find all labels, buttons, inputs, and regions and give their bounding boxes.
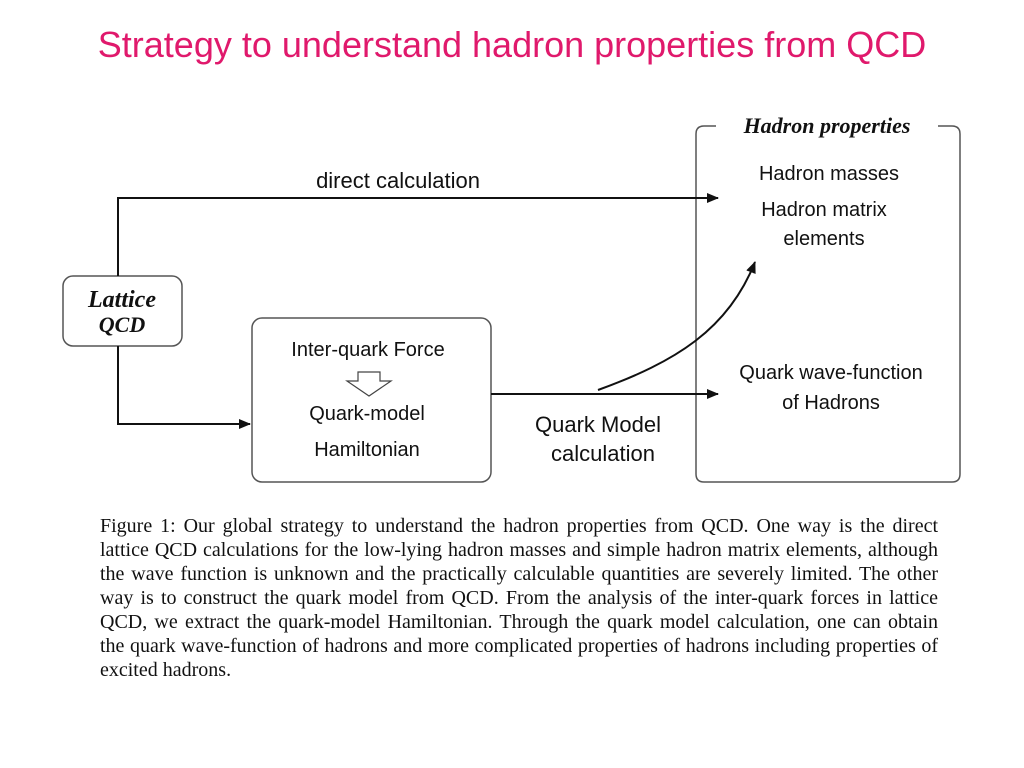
quark-model-calculation-label-line1: Quark Model <box>535 412 661 437</box>
lattice-qcd-box <box>63 276 182 346</box>
quark-model-box <box>252 318 491 482</box>
hadron-matrix-label-line2: elements <box>783 228 865 250</box>
direct-calculation-arrow <box>118 168 718 276</box>
hadron-masses-label: Hadron masses <box>758 163 900 185</box>
lattice-to-model-arrow <box>118 346 250 424</box>
slide-title: Strategy to understand hadron properties from QCD <box>97 24 927 65</box>
figure-caption <box>100 514 938 682</box>
hadron-matrix-label-line1: Hadron matrix <box>761 199 887 221</box>
quark-model-calculation-arrow <box>491 262 755 466</box>
direct-calculation-label: direct calculation <box>316 168 480 193</box>
qcd-label: QCD <box>98 312 146 337</box>
figure-label: Figure 1: <box>100 515 176 537</box>
hamiltonian-label: Hamiltonian <box>314 439 420 461</box>
quark-wave-function-label-line1: Quark wave-function <box>739 362 923 384</box>
lattice-label: Lattice <box>88 287 156 313</box>
quark-model-label: Quark-model <box>309 403 425 425</box>
figure-caption-text: Our global strategy to understand the hadron properties from QCD. One way is the direct lattice QCD calculations for the low-lying hadron masses and simple hadron matrix elements, although the wave function is unknown and the practically calculable quantities are severely limited. The other way is to construct the quark model from QCD. From the analysis of the inter-quark forces in lattice QCD, we extract the quark-model Hamiltonian. Through the quark model calculation, one can obtain the quark wave-function of hadrons and more complicated properties of hadrons including properties of excited hadrons. <box>100 515 939 681</box>
hadron-properties-heading: Hadron properties <box>743 113 911 138</box>
quark-wave-function-label-line2: of Hadrons <box>782 392 880 414</box>
inter-quark-force-label: Inter-quark Force <box>291 339 445 361</box>
quark-model-calculation-label-line2: calculation <box>551 441 655 466</box>
